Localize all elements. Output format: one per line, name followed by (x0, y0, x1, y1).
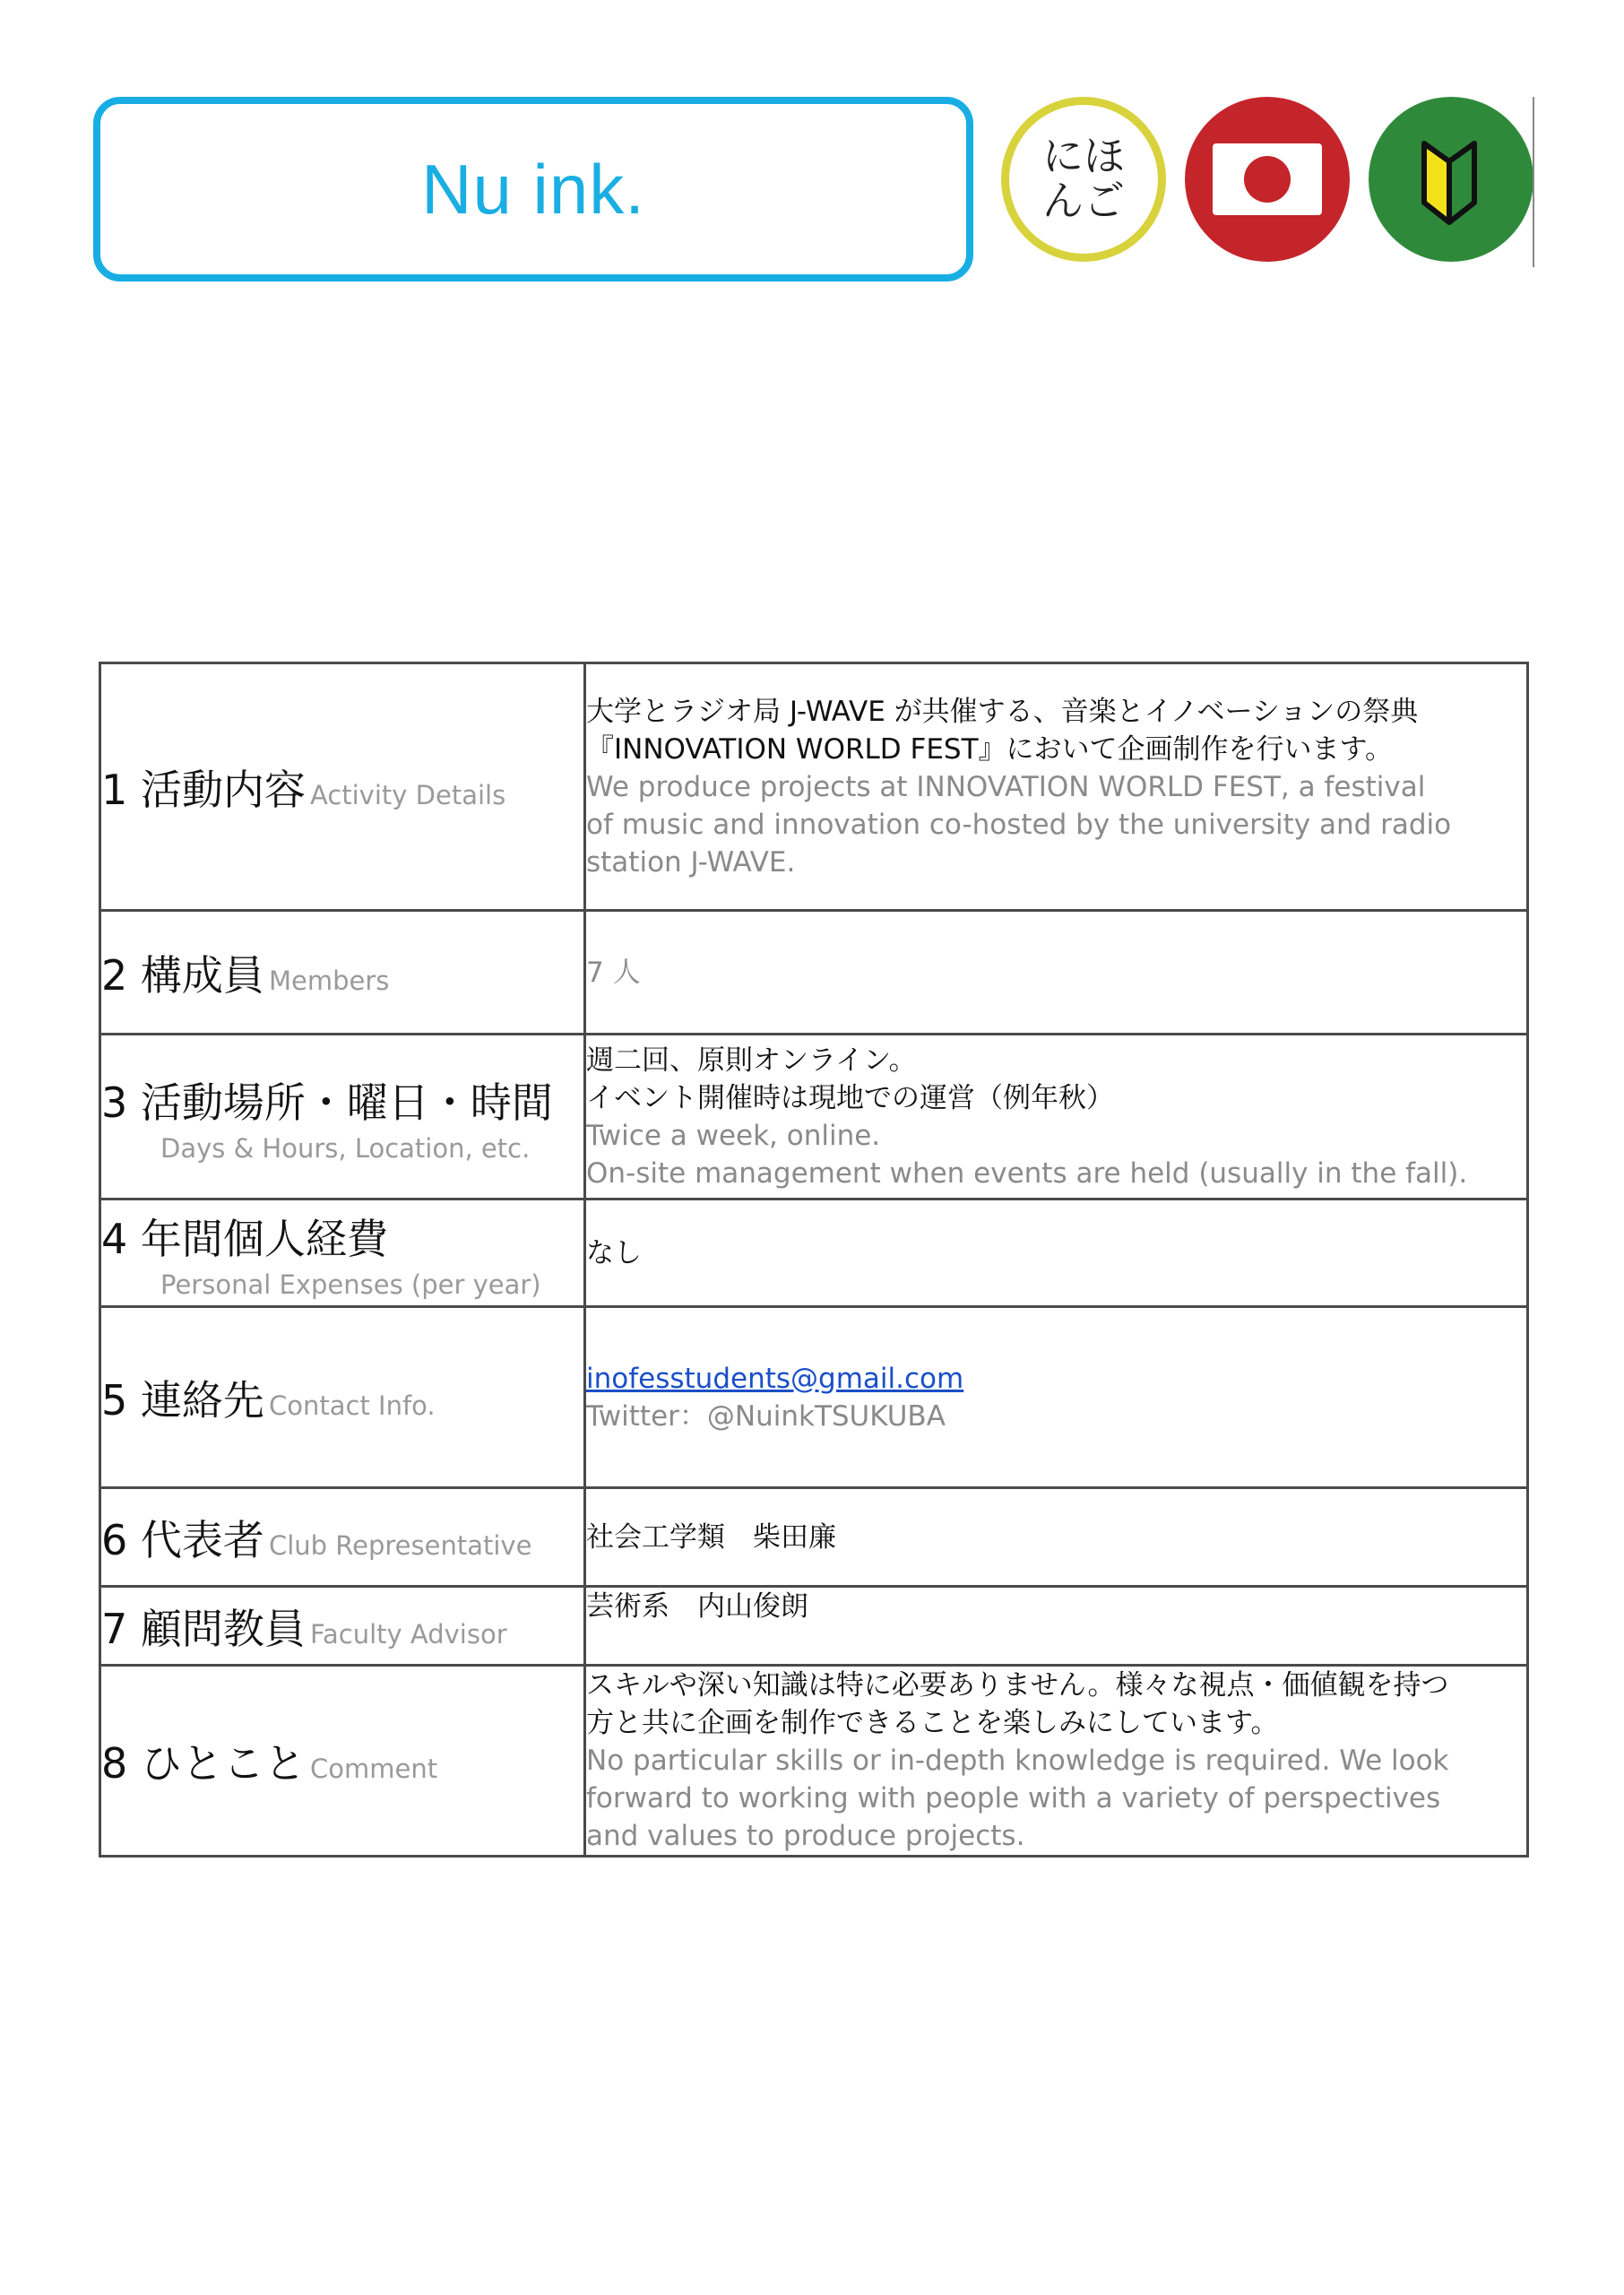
row-label-ja: 5 連絡先 (101, 1375, 264, 1425)
row-label-ja: 3 活動場所・曜日・時間 (101, 1078, 553, 1127)
content-line: forward to working with people with a variety of perspectives (586, 1782, 1441, 1814)
row-label-en: Contact Info. (268, 1390, 436, 1421)
row-label (100, 1199, 585, 1307)
table-row (100, 1199, 1528, 1307)
row-content (585, 1307, 1528, 1488)
content-line: 社会工学類 柴田廉 (586, 1520, 836, 1554)
row-label-ja: 2 構成員 (101, 950, 264, 1000)
edge-line (1533, 97, 1534, 267)
row-content (585, 1035, 1528, 1199)
table-row (100, 1488, 1528, 1587)
row-label-ja: 4 年間個人経費 (101, 1214, 388, 1263)
row-label-en: Members (268, 965, 390, 996)
flag-rectangle (1213, 143, 1322, 215)
content-line: なし (586, 1236, 642, 1269)
row-label (100, 1307, 585, 1488)
content-line: station J-WAVE. (586, 845, 796, 879)
row-content (585, 1488, 1528, 1587)
content-line: スキルや深い知識は特に必要ありません。様々な視点・価値観を持つ (586, 1669, 1449, 1702)
row-label-ja: 7 顧問教員 (101, 1604, 306, 1653)
content-line: Twice a week, online. (586, 1119, 881, 1152)
content-line: On-site management when events are held (usually in the fall). (586, 1156, 1468, 1190)
row-label-en: Personal Expenses (per year) (160, 1269, 541, 1300)
row-label-en: Faculty Advisor (309, 1618, 507, 1650)
row-label-en: Days & Hours, Location, etc. (160, 1132, 531, 1164)
row-content (585, 1587, 1528, 1666)
row-label (100, 1587, 585, 1666)
content-line: and values to produce projects. (586, 1820, 1025, 1852)
content-line: イベント開催時は現地での運営（例年秋） (586, 1081, 1114, 1114)
row-label (100, 911, 585, 1035)
club-title-box (93, 97, 973, 281)
content-line: of music and innovation co-hosted by the university and radio (586, 808, 1452, 841)
row-content (585, 1199, 1528, 1307)
content-line: We produce projects at INNOVATION WORLD FEST, a festival (586, 770, 1426, 803)
row-label (100, 1035, 585, 1199)
table-row (100, 1587, 1528, 1666)
row-label (100, 663, 585, 911)
content-line: No particular skills or in-depth knowledge is required. We look (586, 1745, 1449, 1777)
content-line: 『INNOVATION WORLD FEST』において企画制作を行います。 (586, 732, 1394, 766)
content-line: 芸術系 内山俊朗 (586, 1590, 808, 1623)
table-row (100, 663, 1528, 911)
row-label-en: Activity Details (309, 779, 506, 810)
row-label-ja: 6 代表者 (101, 1515, 264, 1564)
beginner-mark-svg (1369, 97, 1533, 262)
row-label (100, 1666, 585, 1857)
row-content (585, 663, 1528, 911)
table-row (100, 1666, 1528, 1857)
row-content (585, 911, 1528, 1035)
content-line: 大学とラジオ局 J-WAVE が共催する、音楽とイノベーションの祭典 (586, 695, 1419, 728)
table-row (100, 911, 1528, 1035)
row-content (585, 1666, 1528, 1857)
flag-sun-disc (1244, 156, 1291, 203)
email-link[interactable]: inofesstudents@gmail.com (586, 1362, 964, 1395)
row-label-en: Comment (309, 1754, 438, 1784)
content-line: 週二回、原則オンライン。 (586, 1044, 917, 1077)
row-label-en: Club Representative (268, 1529, 532, 1561)
japanese-language-icon[interactable] (1001, 97, 1166, 262)
row-label (100, 1488, 585, 1587)
content-line: 方と共に企画を制作できることを楽しみにしています。 (586, 1707, 1279, 1739)
content-line: 7 人 (586, 956, 641, 989)
club-title: Nu ink. (421, 149, 645, 229)
beginner-mark-icon[interactable] (1369, 97, 1533, 262)
japanese-language-label: にほ んご (1042, 132, 1125, 225)
twitter-handle: Twitter：@NuinkTSUKUBA (586, 1399, 946, 1433)
club-info-table (99, 662, 1529, 1858)
table-row (100, 1035, 1528, 1199)
row-label-ja: 1 活動内容 (101, 765, 306, 814)
japan-flag-icon[interactable] (1185, 97, 1350, 262)
row-label-ja: 8 ひとこと (101, 1739, 306, 1788)
table-row (100, 1307, 1528, 1488)
